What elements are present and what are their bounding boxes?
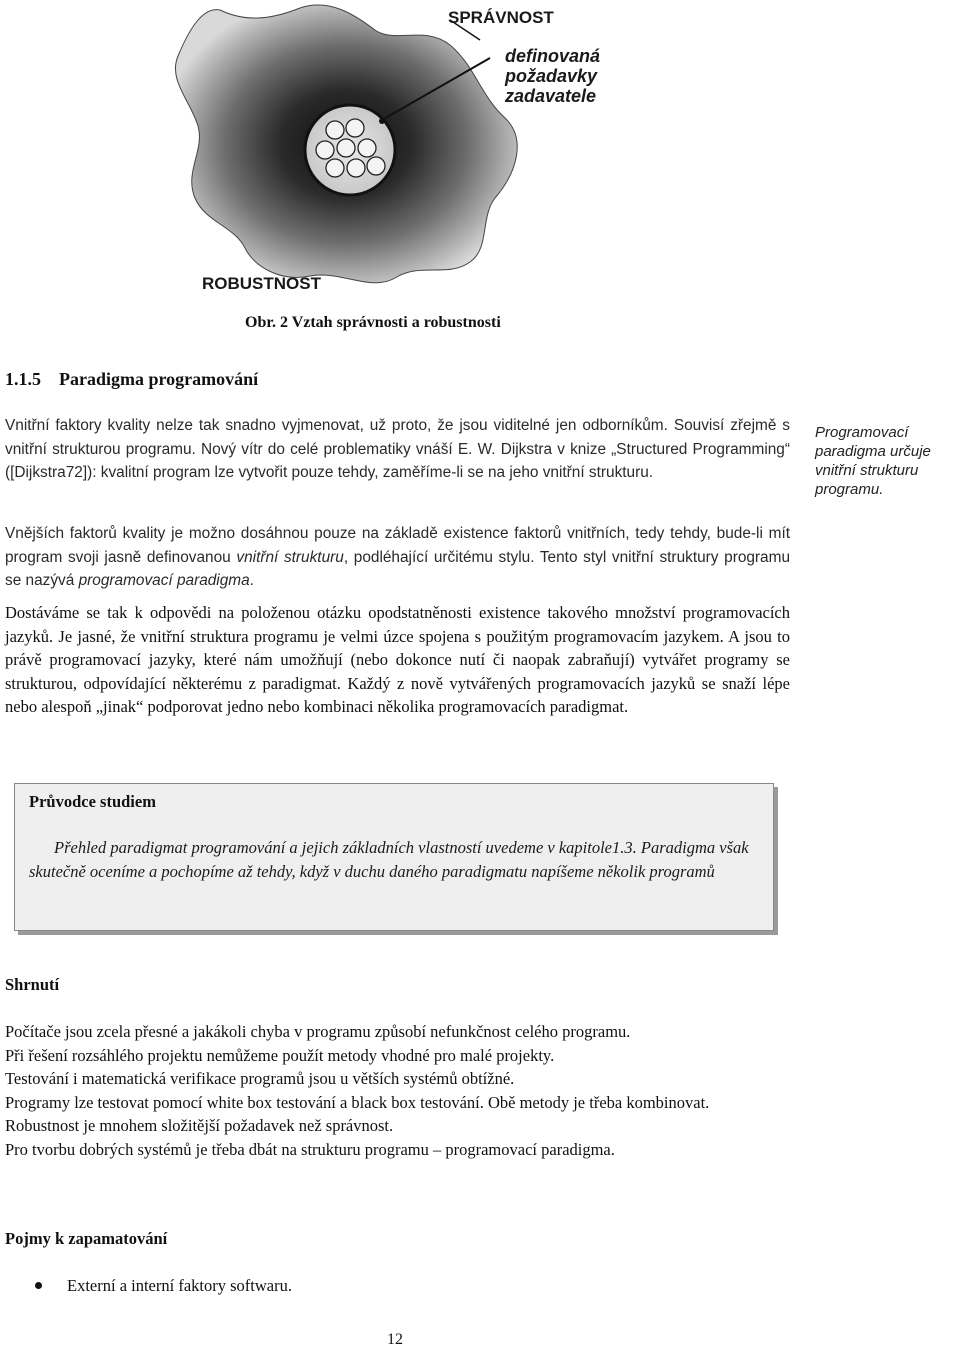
study-guide-title: Průvodce studiem bbox=[29, 792, 156, 811]
robustness-blob-diagram bbox=[150, 0, 630, 300]
label-pozadavky: požadavky bbox=[505, 66, 598, 86]
study-guide-body: Přehled paradigmat programování a jejich základních vlastností uvedeme v kapitole1.3. Paradigma však skutečně oceníme a pochopíme až tehdy, když v duchu daného paradigmatu napíšeme několik programů bbox=[29, 838, 749, 881]
label-spravnost: SPRÁVNOST bbox=[448, 8, 554, 27]
bullet-icon bbox=[35, 1282, 42, 1289]
summary-list bbox=[5, 1020, 795, 1161]
summary-item: Při řešení rozsáhlého projektu nemůžeme použít metody vhodné pro malé projekty. bbox=[5, 1045, 555, 1065]
terms-title: Pojmy k zapamatování bbox=[5, 1229, 168, 1248]
arrow-origin bbox=[379, 118, 385, 124]
section-title: Paradigma programování bbox=[59, 369, 259, 389]
section-number: 1.1.5 bbox=[5, 369, 41, 389]
summary-item: Pro tvorbu dobrých systémů je třeba dbát na strukturu programu – programovací paradigma. bbox=[5, 1139, 615, 1159]
paragraph-2 bbox=[5, 522, 790, 593]
emphasis-paradigm: programovací paradigma bbox=[78, 572, 250, 589]
terms-list-item bbox=[35, 1276, 292, 1296]
summary-title: Shrnutí bbox=[5, 975, 60, 994]
terms-item-text: Externí a interní faktory softwaru. bbox=[67, 1276, 292, 1295]
figure-robustness bbox=[150, 0, 630, 300]
margin-note: Programovací paradigma určuje vnitřní strukturu programu. bbox=[815, 424, 931, 498]
summary-item: Programy lze testovat pomocí white box testování a black box testování. Obě metody je třeba kombinovat. bbox=[5, 1092, 710, 1112]
label-zadavatele: zadavatele bbox=[505, 86, 597, 106]
paragraph-3: Dostáváme se tak k odpovědi na položenou otázku opodstatněnosti existence takového množství programovacích jazyků. Je jasné, že vnitřní struktura programu je velmi úzce spojena s použitým programovacím jazykem. A jsou to právě programovací jazyky, které nám umožňují (nebo dokonce nutí či naopak zabraňují) vytvářet programy se strukturou, odpovídající některému z paradigmat. Každý z nově vytvářených programovacích jazyků se snaží lépe nebo alespoň „jinak“ podporovat jedno nebo kombinaci několika programovacích paradigmat. bbox=[5, 603, 790, 716]
figure-caption: Obr. 2 Vztah správnosti a robustnosti bbox=[245, 314, 501, 331]
paragraph-2-part-c: . bbox=[249, 572, 254, 589]
summary-item: Testování i matematická verifikace programů jsou u větších systémů obtížné. bbox=[5, 1069, 515, 1088]
summary-item: Robustnost je mnohem složitější požadavek než správnost. bbox=[5, 1116, 394, 1135]
paragraph-1: Vnitřní faktory kvality nelze tak snadno vyjmenovat, už proto, že jsou viditelné jen odborníkům. Souvisí zřejmě s vnitřní strukturou programu. Nový vítr do celé problematiky vnáší E. W. Dijkstra v knize „Structured Programming“ ([Dijkstra72]): kvalitní program lze vytvořit pouze tehdy, zaměříme-li se na jeho vnitřní strukturu. bbox=[5, 417, 790, 481]
paragraph-2-part-b: , podléhající určitému stylu. Tento styl vnitřní struktury programu se nazývá bbox=[5, 548, 790, 589]
study-guide-text bbox=[29, 836, 757, 884]
page-number: 12 bbox=[387, 1331, 403, 1348]
label-robustnost: ROBUSTNOST bbox=[202, 274, 321, 293]
emphasis-inner-structure: vnitřní strukturu bbox=[236, 548, 344, 566]
label-definovana: definovaná bbox=[505, 46, 601, 66]
section-heading bbox=[5, 369, 258, 390]
summary-item: Počítače jsou zcela přesné a jakákoli chyba v programu způsobí nefunkčnost celého programu. bbox=[5, 1022, 631, 1041]
paragraph-2-part-a: Vnějších faktorů kvality je možno dosáhnou pouze na základě existence faktorů vnitřních, tedy tehdy, bude-li mít program svoji jasně definovanou bbox=[5, 525, 790, 566]
